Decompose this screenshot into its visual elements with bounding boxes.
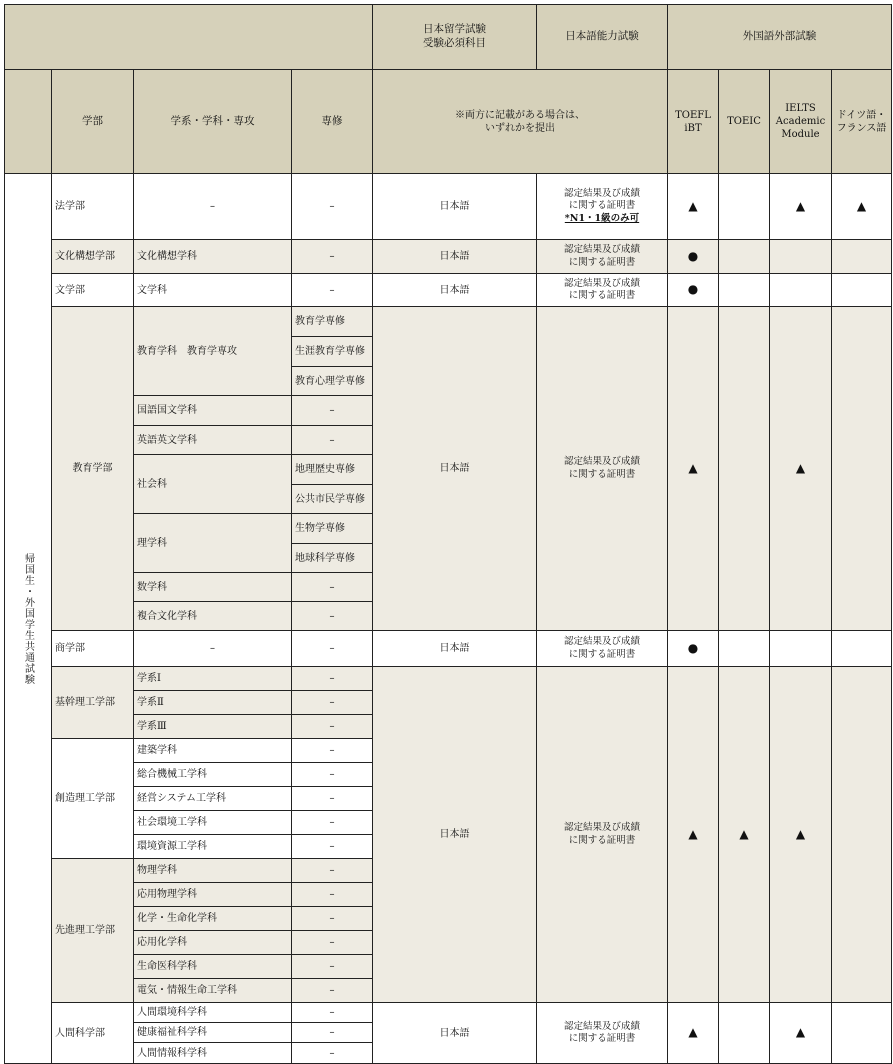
- gf-cell: [831, 1002, 892, 1064]
- faculty-ase: 先進理工学部: [51, 858, 134, 1003]
- ielts-cell: ▲: [769, 666, 832, 1003]
- header-faculty: [51, 69, 134, 174]
- gf-cell: [831, 630, 892, 667]
- spec-cell: 教育学専修: [291, 306, 373, 337]
- toeic-cell: [718, 306, 770, 631]
- eju-cell: 日本語: [372, 1002, 537, 1064]
- spec-cell: –: [291, 630, 373, 667]
- eju-cell: 日本語: [372, 273, 537, 307]
- header-department-text: 学系・学科・専攻: [170, 114, 255, 127]
- faculty-letters: 文学部: [51, 273, 134, 307]
- jlpt-cell: 認定結果及び成績 に関する証明書: [536, 1002, 668, 1064]
- faculty-commerce: 商学部: [51, 630, 134, 667]
- ielts-cell: ▲: [769, 1002, 832, 1064]
- dept-cell: 理学科: [133, 513, 292, 573]
- eju-cell: 日本語: [372, 666, 537, 1003]
- eju-cell: 日本語: [372, 630, 537, 667]
- dept-cell: 人間情報科学科: [133, 1042, 292, 1064]
- jlpt-cell: 認定結果及び成績 に関する証明書 *N1・1級のみ可: [536, 173, 668, 240]
- dept-cell: 社会科: [133, 454, 292, 514]
- faculty-human: 人間科学部: [51, 1002, 134, 1064]
- dept-cell: 学系Ⅱ: [133, 690, 292, 715]
- jlpt-note: *N1・1級のみ可: [564, 212, 640, 224]
- toeic-cell: [718, 239, 770, 274]
- dept-cell: 応用化学科: [133, 930, 292, 955]
- spec-cell: 地理歴史専修: [291, 454, 373, 485]
- spec-cell: 公共市民学専修: [291, 484, 373, 514]
- header-eju: [372, 4, 537, 70]
- jlpt-cell: 認定結果及び成績 に関する証明書: [536, 306, 668, 631]
- header-toeic-text: TOEIC: [727, 116, 761, 127]
- spec-cell: 生物学専修: [291, 513, 373, 544]
- spec-cell: –: [291, 572, 373, 602]
- spec-cell: –: [291, 906, 373, 931]
- faculty-education: 教育学部: [51, 306, 134, 631]
- spec-cell: –: [291, 395, 373, 426]
- spec-cell: –: [291, 762, 373, 787]
- header-department: [133, 69, 292, 174]
- spec-cell: 教育心理学専修: [291, 366, 373, 396]
- spec-cell: –: [291, 978, 373, 1003]
- spec-cell: –: [291, 239, 373, 274]
- header-specialization-text: 専修: [321, 114, 343, 127]
- spec-cell: –: [291, 690, 373, 715]
- header-eju-text: 日本留学試験 受験必須科目: [423, 23, 486, 49]
- dept-cell: 建築学科: [133, 738, 292, 763]
- eju-cell: 日本語: [372, 173, 537, 240]
- header-german-french-text: ドイツ語・ フランス語: [836, 109, 887, 134]
- dept-cell: 学系Ⅰ: [133, 666, 292, 691]
- toeic-cell: ▲: [718, 666, 770, 1003]
- gf-cell: ▲: [831, 173, 892, 240]
- eju-cell: 日本語: [372, 239, 537, 274]
- spec-cell: –: [291, 810, 373, 835]
- spec-cell: –: [291, 738, 373, 763]
- spec-cell: –: [291, 1022, 373, 1043]
- faculty-law: 法学部: [51, 173, 134, 240]
- dept-cell: 英語英文学科: [133, 425, 292, 455]
- faculty-cse: 創造理工学部: [51, 738, 134, 859]
- gf-cell: [831, 306, 892, 631]
- spec-cell: –: [291, 930, 373, 955]
- toeic-cell: [718, 173, 770, 240]
- spec-cell: 地球科学専修: [291, 543, 373, 573]
- dept-cell: 文化構想学科: [133, 239, 292, 274]
- gf-cell: [831, 273, 892, 307]
- dept-cell: 教育学科 教育学専攻: [133, 306, 292, 396]
- jlpt-cell: 認定結果及び成績 に関する証明書: [536, 666, 668, 1003]
- faculty-fse: 基幹理工学部: [51, 666, 134, 739]
- side-label-text: 帰国生・外国学生共通試験: [22, 552, 34, 685]
- header-note-text: ※両方に記載がある場合は、 いずれかを提出: [455, 109, 585, 134]
- jlpt-cell: 認定結果及び成績 に関する証明書: [536, 630, 668, 667]
- header-german-french: [831, 69, 892, 174]
- spec-cell: –: [291, 834, 373, 859]
- toeic-cell: [718, 1002, 770, 1064]
- ielts-cell: [769, 630, 832, 667]
- spec-cell: 生涯教育学専修: [291, 336, 373, 367]
- spec-cell: –: [291, 786, 373, 811]
- toefl-cell: ●: [667, 273, 719, 307]
- jlpt-cell: 認定結果及び成績 に関する証明書: [536, 239, 668, 274]
- header-faculty-text: 学部: [82, 114, 103, 127]
- toefl-cell: ▲: [667, 666, 719, 1003]
- dept-cell: 人間環境科学科: [133, 1002, 292, 1023]
- dept-cell: 経営システム工学科: [133, 786, 292, 811]
- dept-cell: 応用物理学科: [133, 882, 292, 907]
- side-label: [4, 173, 52, 1064]
- header-corner: [4, 4, 373, 70]
- gf-cell: [831, 666, 892, 1003]
- toeic-cell: [718, 630, 770, 667]
- dept-cell: 化学・生命化学科: [133, 906, 292, 931]
- spec-cell: –: [291, 954, 373, 979]
- dept-cell: –: [133, 173, 292, 240]
- spec-cell: –: [291, 173, 373, 240]
- dept-cell: 電気・情報生命工学科: [133, 978, 292, 1003]
- header-ielts: [769, 69, 832, 174]
- ielts-cell: ▲: [769, 306, 832, 631]
- header-note: [372, 69, 668, 174]
- toeic-cell: [718, 273, 770, 307]
- gf-cell: [831, 239, 892, 274]
- dept-cell: 生命医科学科: [133, 954, 292, 979]
- header-specialization: [291, 69, 373, 174]
- header-foreign-text: 外国語外部試験: [742, 30, 817, 43]
- eju-cell: 日本語: [372, 306, 537, 631]
- ielts-cell: [769, 273, 832, 307]
- spec-cell: –: [291, 1042, 373, 1064]
- toefl-cell: ▲: [667, 1002, 719, 1064]
- dept-cell: 健康福祉科学科: [133, 1022, 292, 1043]
- dept-cell: 国語国文学科: [133, 395, 292, 426]
- dept-cell: 環境資源工学科: [133, 834, 292, 859]
- dept-cell: 複合文化学科: [133, 601, 292, 631]
- toefl-cell: ●: [667, 239, 719, 274]
- header-toefl-text: TOEFL iBT: [675, 109, 711, 134]
- header-toeic: [718, 69, 770, 174]
- dept-cell: –: [133, 630, 292, 667]
- spec-cell: –: [291, 714, 373, 739]
- spec-cell: –: [291, 273, 373, 307]
- toefl-cell: ▲: [667, 306, 719, 631]
- dept-cell: 社会環境工学科: [133, 810, 292, 835]
- ielts-cell: ▲: [769, 173, 832, 240]
- spec-cell: –: [291, 425, 373, 455]
- toefl-cell: ▲: [667, 173, 719, 240]
- header-foreign: [667, 4, 892, 70]
- dept-cell: 文学科: [133, 273, 292, 307]
- jlpt-cell: 認定結果及び成績 に関する証明書: [536, 273, 668, 307]
- dept-cell: 物理学科: [133, 858, 292, 883]
- faculty-culture: 文化構想学部: [51, 239, 134, 274]
- dept-cell: 総合機械工学科: [133, 762, 292, 787]
- header-toefl: [667, 69, 719, 174]
- spec-cell: –: [291, 858, 373, 883]
- spec-cell: –: [291, 666, 373, 691]
- ielts-cell: [769, 239, 832, 274]
- spec-cell: –: [291, 882, 373, 907]
- header-ielts-text: IELTS Academic Module: [775, 103, 826, 140]
- header-jlpt: [536, 4, 668, 70]
- spec-cell: –: [291, 601, 373, 631]
- header-side-spacer: [4, 69, 52, 174]
- dept-cell: 学系Ⅲ: [133, 714, 292, 739]
- spec-cell: –: [291, 1002, 373, 1023]
- dept-cell: 数学科: [133, 572, 292, 602]
- header-jlpt-text: 日本語能力試験: [565, 30, 639, 43]
- toefl-cell: ●: [667, 630, 719, 667]
